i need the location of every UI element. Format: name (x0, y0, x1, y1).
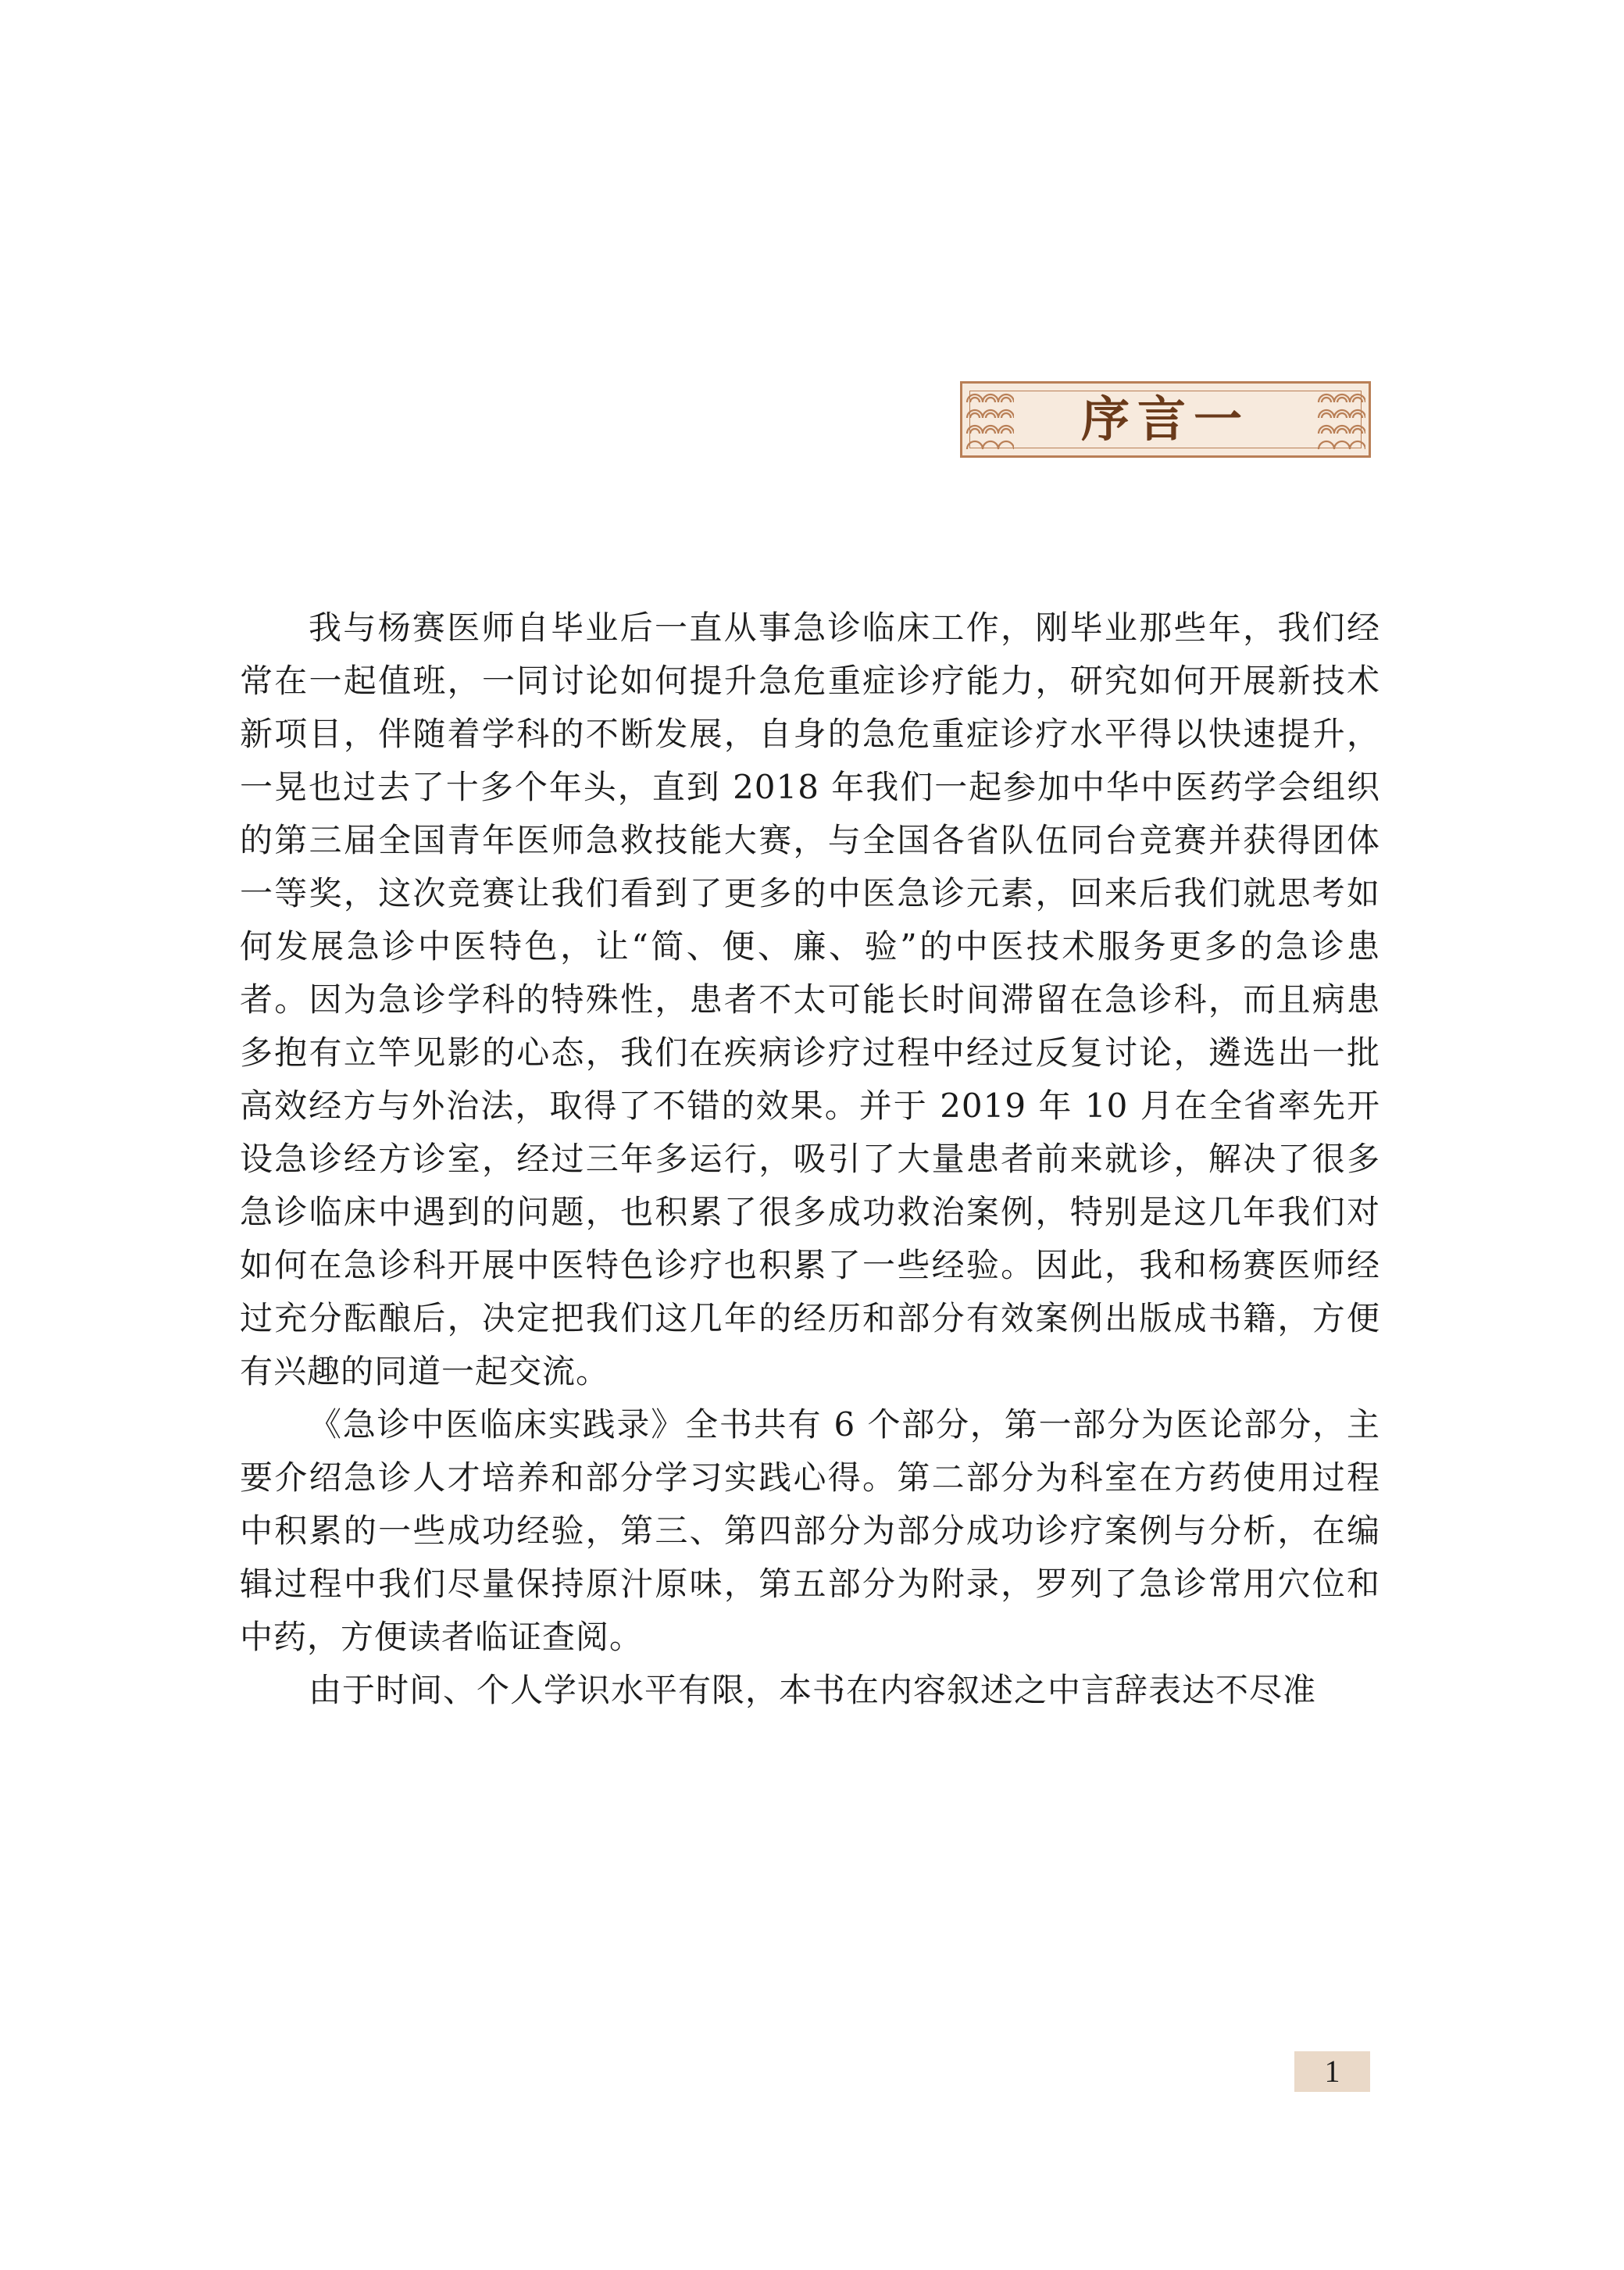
page-number: 1 (1294, 2051, 1370, 2092)
title-banner (960, 381, 1371, 458)
paragraph-3: 由于时间、个人学识水平有限，本书在内容叙述之中言辞表达不尽准 (309, 1671, 1317, 1709)
preface-body (240, 601, 1380, 1717)
paragraph-2: 《急诊中医临床实践录》全书共有 6 个部分，第一部分为医论部分，主要介绍急诊人才培养和部分学习实践心得。第二部分为科室在方药使用过程中积累的一些成功经验，第三、第四部分为部分成功诊疗案例与分析，在编辑过程中我们尽量保持原汁原味，第五部分为附录，罗列了急诊常用穴位和中药，方便读者临证查阅。 (240, 1405, 1380, 1656)
wave-pattern-right-icon (1317, 388, 1365, 451)
paragraph-1: 我与杨赛医师自毕业后一直从事急诊临床工作，刚毕业那些年，我们经常在一起值班，一同讨论如何提升急危重症诊疗能力，研究如何开展新技术新项目，伴随着学科的不断发展，自身的急危重症诊疗水平得以快速提升，一晃也过去了十多个年头，直到 2018 年我们一起参加中华中医药学会组织的第三届全国青年医师急救技能大赛，与全国各省队伍同台竞赛并获得团体一等奖，这次竞赛让我们看到了更多的中医急诊元素，回来后我们就思考如何发展急诊中医特色，让“简、便、廉、验”的中医技术服务更多的急诊患者。因为急诊学科的特殊性，患者不太可能长时间滞留在急诊科，而且病患多抱有立竿见影的心态，我们在疾病诊疗过程中经过反复讨论，遴选出一批高效经方与外治法，取得了不错的效果。并于 2019 年 10 月在全省率先开设急诊经方诊室，经过三年多运行，吸引了大量患者前来就诊，解决了很多急诊临床中遇到的问题，也积累了很多成功救治案例，特别是这几年我们对如何在急诊科开展中医特色诊疗也积累了一些经验。因此，我和杨赛医师经过充分酝酿后，决定把我们这几年的经历和部分有效案例出版成书籍，方便有兴趣的同道一起交流。 (240, 609, 1380, 1390)
wave-pattern-left-icon (965, 388, 1014, 451)
page-title: 序言一 (1080, 391, 1250, 448)
